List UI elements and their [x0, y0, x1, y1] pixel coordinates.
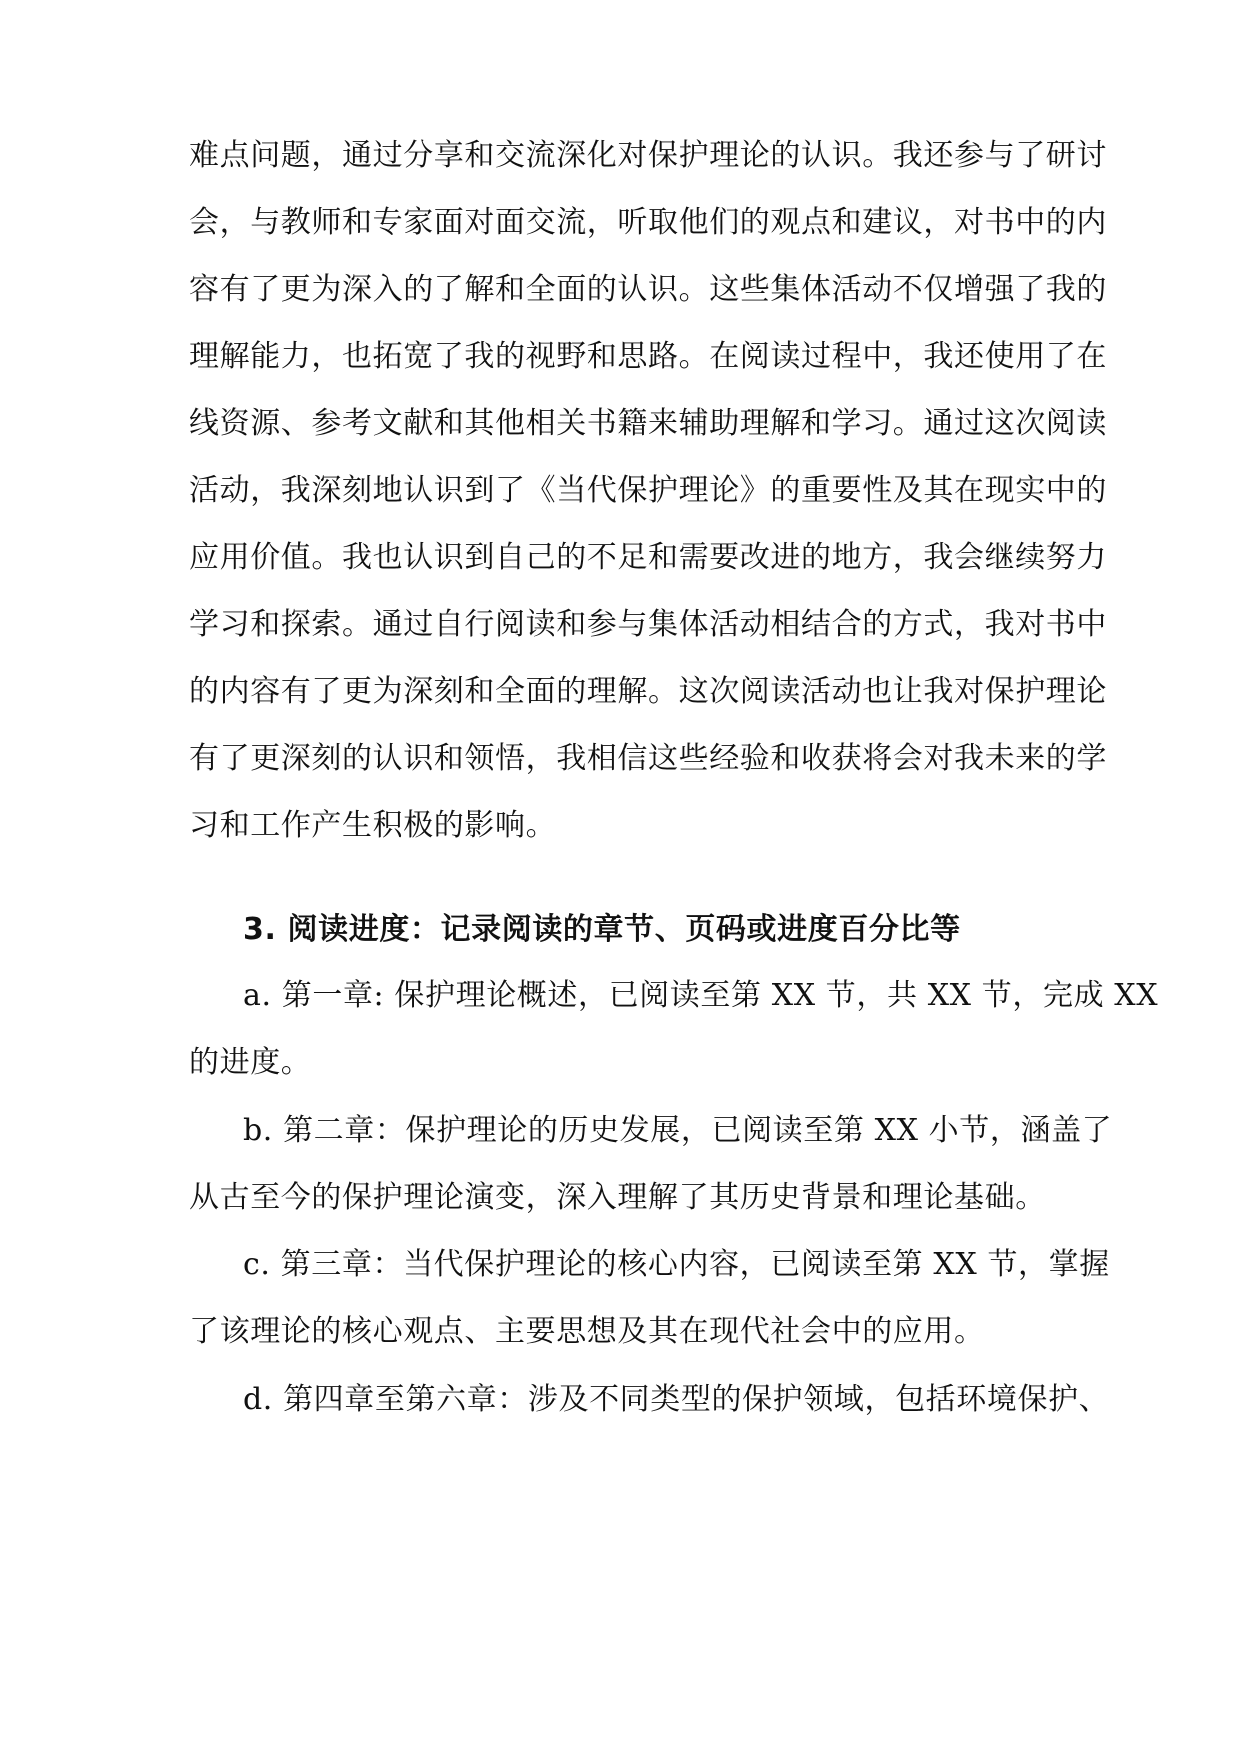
paragraph-line: 活动，我深刻地认识到了《当代保护理论》的重要性及其在现实中的 — [189, 473, 1107, 508]
progress-item-a-line-1: a. 第一章: 保护理论概述，已阅读至第 XX 节，共 XX 节，完成 XX — [243, 978, 1159, 1013]
progress-item-c-line-2: 了该理论的核心观点、主要思想及其在现代社会中的应用。 — [189, 1314, 985, 1349]
paragraph-line: 线资源、参考文献和其他相关书籍来辅助理解和学习。通过这次阅读 — [189, 406, 1107, 441]
progress-item-d-line-1: d. 第四章至第六章：涉及不同类型的保护领域，包括环境保护、 — [243, 1382, 1110, 1417]
paragraph-line: 难点问题，通过分享和交流深化对保护理论的认识。我还参与了研讨 — [189, 138, 1107, 173]
paragraph-line: 的内容有了更为深刻和全面的理解。这次阅读活动也让我对保护理论 — [189, 674, 1107, 709]
progress-item-b-line-2: 从古至今的保护理论演变，深入理解了其历史背景和理论基础。 — [189, 1180, 1046, 1215]
progress-item-b-line-1: b. 第二章：保护理论的历史发展，已阅读至第 XX 小节，涵盖了 — [243, 1113, 1113, 1148]
paragraph-line: 会，与教师和专家面对面交流，听取他们的观点和建议，对书中的内 — [189, 205, 1107, 240]
progress-item-a-line-2: 的进度。 — [189, 1045, 312, 1080]
paragraph-line: 理解能力，也拓宽了我的视野和思路。在阅读过程中，我还使用了在 — [189, 339, 1107, 374]
paragraph-line: 习和工作产生积极的影响。 — [189, 808, 557, 843]
paragraph-line: 有了更深刻的认识和领悟，我相信这些经验和收获将会对我未来的学 — [189, 741, 1107, 776]
progress-item-c-line-1: c. 第三章：当代保护理论的核心内容，已阅读至第 XX 节，掌握 — [243, 1247, 1110, 1282]
section-heading: 3. 阅读进度：记录阅读的章节、页码或进度百分比等 — [243, 912, 961, 947]
paragraph-line: 应用价值。我也认识到自己的不足和需要改进的地方，我会继续努力 — [189, 540, 1107, 575]
paragraph-line: 学习和探索。通过自行阅读和参与集体活动相结合的方式，我对书中 — [189, 607, 1107, 642]
paragraph-line: 容有了更为深入的了解和全面的认识。这些集体活动不仅增强了我的 — [189, 272, 1107, 307]
